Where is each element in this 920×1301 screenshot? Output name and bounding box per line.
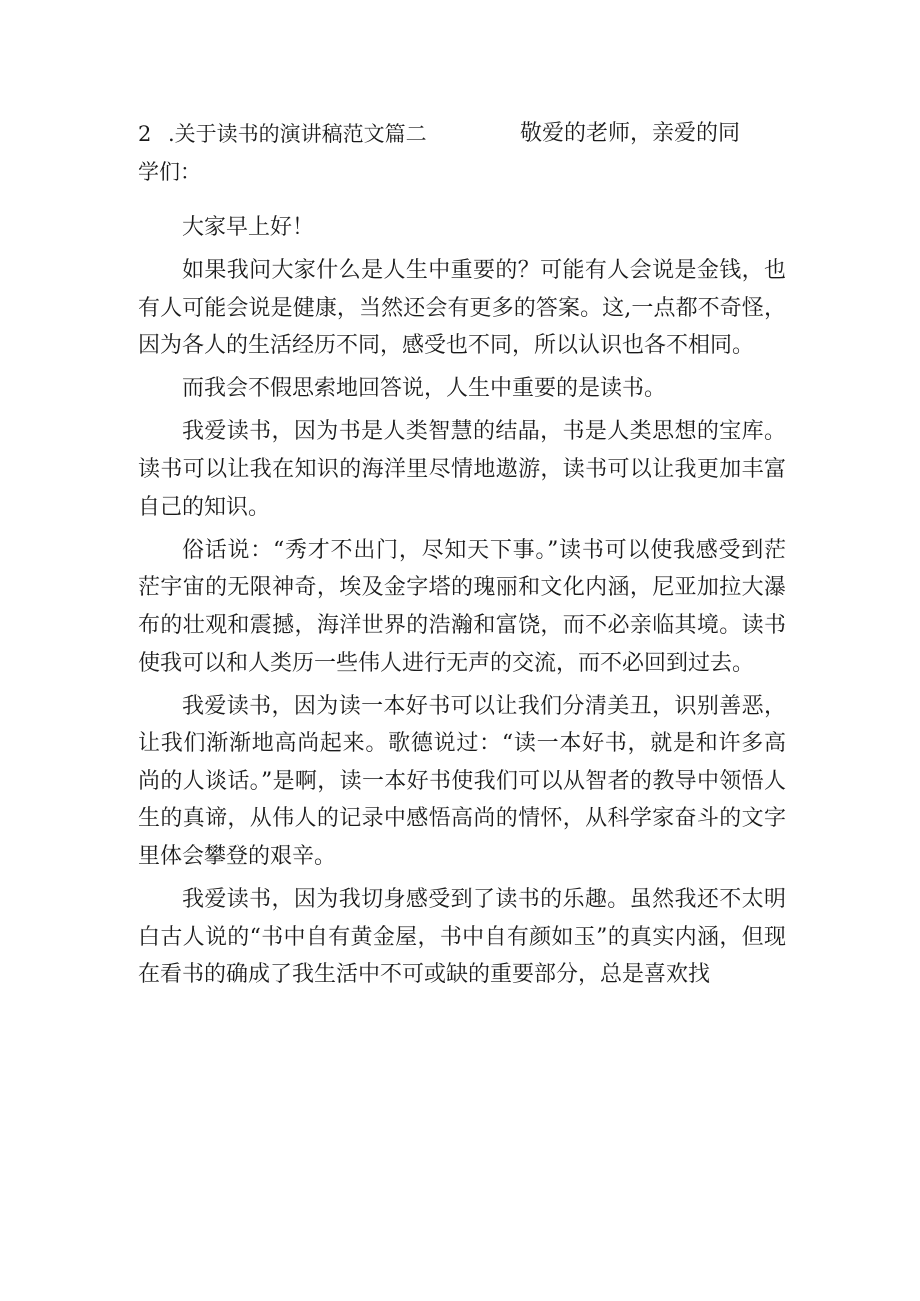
paragraph-greeting: 大家早上好！: [182, 215, 315, 240]
section-number: 2: [138, 122, 152, 146]
section-heading: [138, 115, 786, 153]
paragraph: 我爱读书，因为读一本好书可以让我们分清美丑，识别善恶，让我们渐渐地高尚起来。歌德说过：“读一本好书，就是和许多高尚的人谈话。”是啊，读一本好书使我们可以从智者的教导中领悟人生的真谛，从伟人的记录中感悟高尚的情怀，从科学家奋斗的文字里体会攀登的艰辛。: [138, 693, 786, 869]
document-body: [138, 115, 786, 994]
paragraph: 而我会不假思索地回答说，人生中重要的是读书。: [182, 376, 667, 402]
salutation-start: 敬爱的老师，亲爱的同: [520, 121, 741, 146]
paragraph: 如果我问大家什么是人生中重要的？可能有人会说是金钱，也有人可能会说是健康，当然还会有更多的答案。这,一点都不奇怪，因为各人的生活经历不同，感受也不同，所以认识也各不相同。: [138, 258, 786, 359]
paragraph: 我爱读书，因为我切身感受到了读书的乐趣。虽然我还不太明白古人说的“书中自有黄金屋，书中自有颜如玉”的真实内涵，但现在看书的确成了我生活中不可或缺的重要部分，总是喜欢找: [138, 887, 786, 988]
salutation-end: 学们：: [138, 160, 201, 184]
paragraph: 我爱读书，因为书是人类智慧的结晶，书是人类思想的宝库。读书可以让我在知识的海洋里尽情地遨游，读书可以让我更加丰富自己的知识。: [138, 419, 786, 520]
section-title: .关于读书的演讲稿范文篇二: [168, 122, 427, 146]
paragraph: 俗话说：“秀才不出门，尽知天下事。”读书可以使我感受到茫茫宇宙的无限神奇，埃及金字塔的瑰丽和文化内涵，尼亚加拉大瀑布的壮观和震撼，海洋世界的浩瀚和富饶，而不必亲临其境。读书使我可以和人类历一些伟人进行无声的交流，而不必回到过去。: [138, 537, 786, 676]
